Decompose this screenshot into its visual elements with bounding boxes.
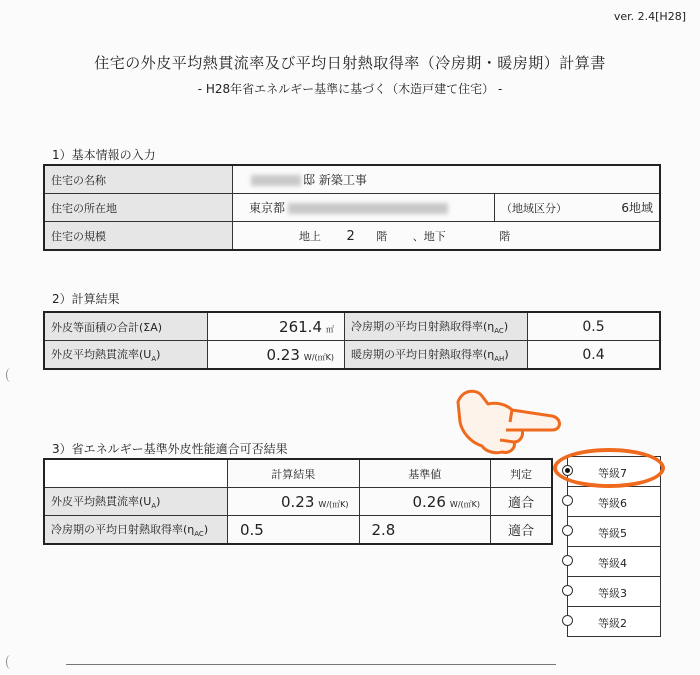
scan-mark xyxy=(6,655,15,669)
col-result-header: 計算結果 xyxy=(228,459,360,488)
row1-judgement: 適合 xyxy=(491,488,553,516)
scale-label: 住宅の規模 xyxy=(44,222,233,251)
col-standard-header: 基準値 xyxy=(359,459,491,488)
bottom-rule xyxy=(66,664,556,665)
row2-standard: 2.8 xyxy=(359,516,491,545)
grade-option[interactable]: 等級5 xyxy=(568,516,660,546)
area-label: 外皮等面積の合計(ΣA) xyxy=(44,312,208,341)
row2-label: 冷房期の平均日射熱取得率$(\eta_{AC})$ xyxy=(44,516,228,545)
highlight-circle xyxy=(553,448,665,488)
row1-label: 外皮平均熱貫流率$(U_A)$ xyxy=(44,488,228,516)
grade-option[interactable]: 等級6 xyxy=(568,486,660,516)
eta-h-value: 0.4 xyxy=(528,341,661,370)
eta-h-label: 暖房期の平均日射熱取得率$(\eta_{AH})$ xyxy=(345,341,528,370)
section3-heading: 3）省エネルギー基準外皮性能適合可否結果 xyxy=(52,442,288,456)
page-subtitle: - H28年省エネルギー基準に基づく（木造戸建て住宅） - xyxy=(197,82,503,96)
ua-value: 0.23 W/(㎡K) xyxy=(208,341,345,370)
ua-label: 外皮平均熱貫流率$(U_A)$ xyxy=(44,341,208,370)
calc-results-table xyxy=(43,311,661,370)
scale-value: 地上 2 階 、地下 階 xyxy=(233,222,661,251)
row1-standard: 0.26 W/(㎡K) xyxy=(359,488,491,516)
compliance-table xyxy=(43,458,553,545)
radio-icon[interactable] xyxy=(562,615,573,626)
location-value: 東京都 xyxy=(233,194,495,222)
region-value: 6地域 xyxy=(577,194,660,222)
name-value: 邸 新築工事 xyxy=(233,165,661,194)
redacted-block xyxy=(251,175,301,186)
name-label: 住宅の名称 xyxy=(44,165,233,194)
area-value: 261.4 ㎡ xyxy=(208,312,345,341)
col-judgement-header: 判定 xyxy=(491,459,553,488)
region-label: （地域区分） xyxy=(495,194,578,222)
radio-icon[interactable] xyxy=(562,585,573,596)
pointing-hand-icon xyxy=(452,380,564,456)
redacted-block xyxy=(288,203,448,214)
radio-icon[interactable] xyxy=(562,555,573,566)
basic-info-table xyxy=(43,164,661,251)
version-label: ver. 2.4[H28] xyxy=(613,10,686,23)
eta-c-label: 冷房期の平均日射熱取得率$(\eta_{AC})$ xyxy=(345,312,528,341)
location-label: 住宅の所在地 xyxy=(44,194,233,222)
scan-mark xyxy=(6,368,15,382)
grade-option[interactable]: 等級2 xyxy=(568,606,660,636)
radio-icon[interactable] xyxy=(562,495,573,506)
section1-heading: 1）基本情報の入力 xyxy=(52,148,156,162)
eta-c-value: 0.5 xyxy=(528,312,661,341)
section2-heading: 2）計算結果 xyxy=(52,292,120,306)
grade-option[interactable]: 等級4 xyxy=(568,546,660,576)
page-title: 住宅の外皮平均熱貫流率及び平均日射熱取得率（冷房期・暖房期）計算書 xyxy=(94,54,606,72)
row2-judgement: 適合 xyxy=(491,516,553,545)
radio-icon[interactable] xyxy=(562,525,573,536)
row2-result: 0.5 xyxy=(228,516,360,545)
grade-option[interactable]: 等級7 xyxy=(568,457,660,486)
row1-result: 0.23 W/(㎡K) xyxy=(228,488,360,516)
grade-option[interactable]: 等級3 xyxy=(568,576,660,606)
corner-cell xyxy=(44,459,228,488)
